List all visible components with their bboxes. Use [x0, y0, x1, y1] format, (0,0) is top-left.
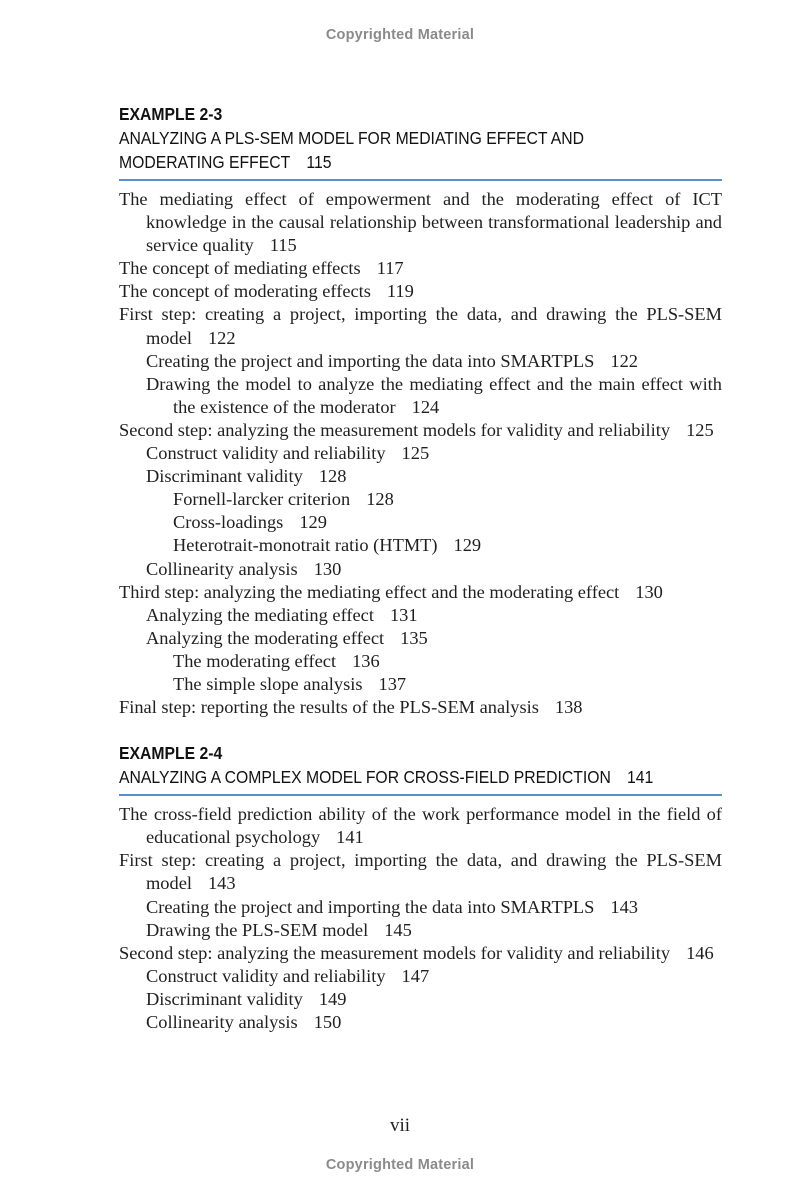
toc-entry[interactable]: Second step: analyzing the measurement models for validity and reliability 146: [119, 942, 714, 963]
toc-entry[interactable]: First step: creating a project, importing the data, and drawing the PLS-SEM model 143: [119, 850, 722, 894]
toc-section-example-2-4: [119, 741, 722, 1034]
toc-entry[interactable]: Collinearity analysis 150: [146, 1012, 342, 1032]
toc-entry[interactable]: Final step: reporting the results of the PLS-SEM analysis 138: [119, 697, 583, 718]
toc-entry[interactable]: Fornell-larcker criterion 128: [173, 489, 394, 510]
toc-entry[interactable]: The concept of mediating effects 117: [119, 258, 404, 279]
toc-entry[interactable]: The simple slope analysis 137: [173, 673, 407, 694]
section-divider: [119, 794, 722, 796]
toc-entry[interactable]: The moderating effect 136: [173, 650, 380, 671]
example-title: ANALYZING A COMPLEX MODEL FOR CROSS-FIELD PREDICTION 141: [119, 767, 654, 788]
toc-entry[interactable]: Second step: analyzing the measurement models for validity and reliability 125: [119, 419, 714, 440]
toc-entry[interactable]: First step: creating a project, importing the data, and drawing the PLS-SEM model 122: [119, 304, 722, 348]
page-number: vii: [389, 1115, 411, 1136]
toc-entry[interactable]: The mediating effect of empowerment and the moderating effect of ICT knowledge in the causal relationship between transformational leadership and service quality 115: [119, 189, 722, 256]
copyright-watermark-bottom: Copyrighted Material: [325, 1157, 475, 1173]
toc-content: [119, 102, 722, 1034]
toc-entry[interactable]: Drawing the model to analyze the mediating effect and the main effect with the existence of the moderator 124: [146, 373, 722, 417]
toc-entry[interactable]: Heterotrait-monotrait ratio (HTMT) 129: [173, 535, 482, 556]
toc-entry[interactable]: Analyzing the moderating effect 135: [146, 627, 428, 648]
toc-entry[interactable]: Discriminant validity 128: [146, 466, 347, 487]
toc-section-example-2-3: [119, 102, 722, 719]
toc-entry[interactable]: Construct validity and reliability 125: [146, 443, 430, 464]
toc-entry[interactable]: Third step: analyzing the mediating effect and the moderating effect 130: [119, 581, 663, 602]
example-page-number: 141: [627, 767, 654, 788]
toc-entry[interactable]: Construct validity and reliability 147: [146, 965, 430, 986]
toc-entry[interactable]: Drawing the PLS-SEM model 145: [146, 919, 412, 940]
toc-entry[interactable]: Creating the project and importing the data into SMARTPLS 122: [146, 350, 638, 371]
toc-list: [119, 188, 722, 719]
toc-entry[interactable]: The concept of moderating effects 119: [119, 281, 414, 302]
toc-entry[interactable]: Creating the project and importing the data into SMARTPLS 143: [146, 896, 638, 917]
toc-list: [119, 803, 722, 1034]
example-page-number: 115: [306, 152, 332, 172]
toc-entry[interactable]: Analyzing the mediating effect 131: [146, 604, 418, 625]
example-title: ANALYZING A PLS-SEM MODEL FOR MEDIATING EFFECT AND: [119, 128, 585, 148]
example-label: EXAMPLE 2-4: [119, 743, 223, 764]
copyright-watermark-top: Copyrighted Material: [325, 27, 475, 43]
example-title-line2: MODERATING EFFECT 115: [119, 152, 332, 172]
toc-entry[interactable]: The cross-field prediction ability of the work performance model in the field of educational psychology 141: [119, 804, 722, 848]
toc-entry[interactable]: Discriminant validity 149: [146, 988, 347, 1009]
example-label: EXAMPLE 2-3: [119, 104, 223, 124]
section-divider: [119, 179, 722, 181]
toc-entry[interactable]: Cross-loadings 129: [173, 512, 327, 533]
toc-entry[interactable]: Collinearity analysis 130: [146, 558, 342, 579]
